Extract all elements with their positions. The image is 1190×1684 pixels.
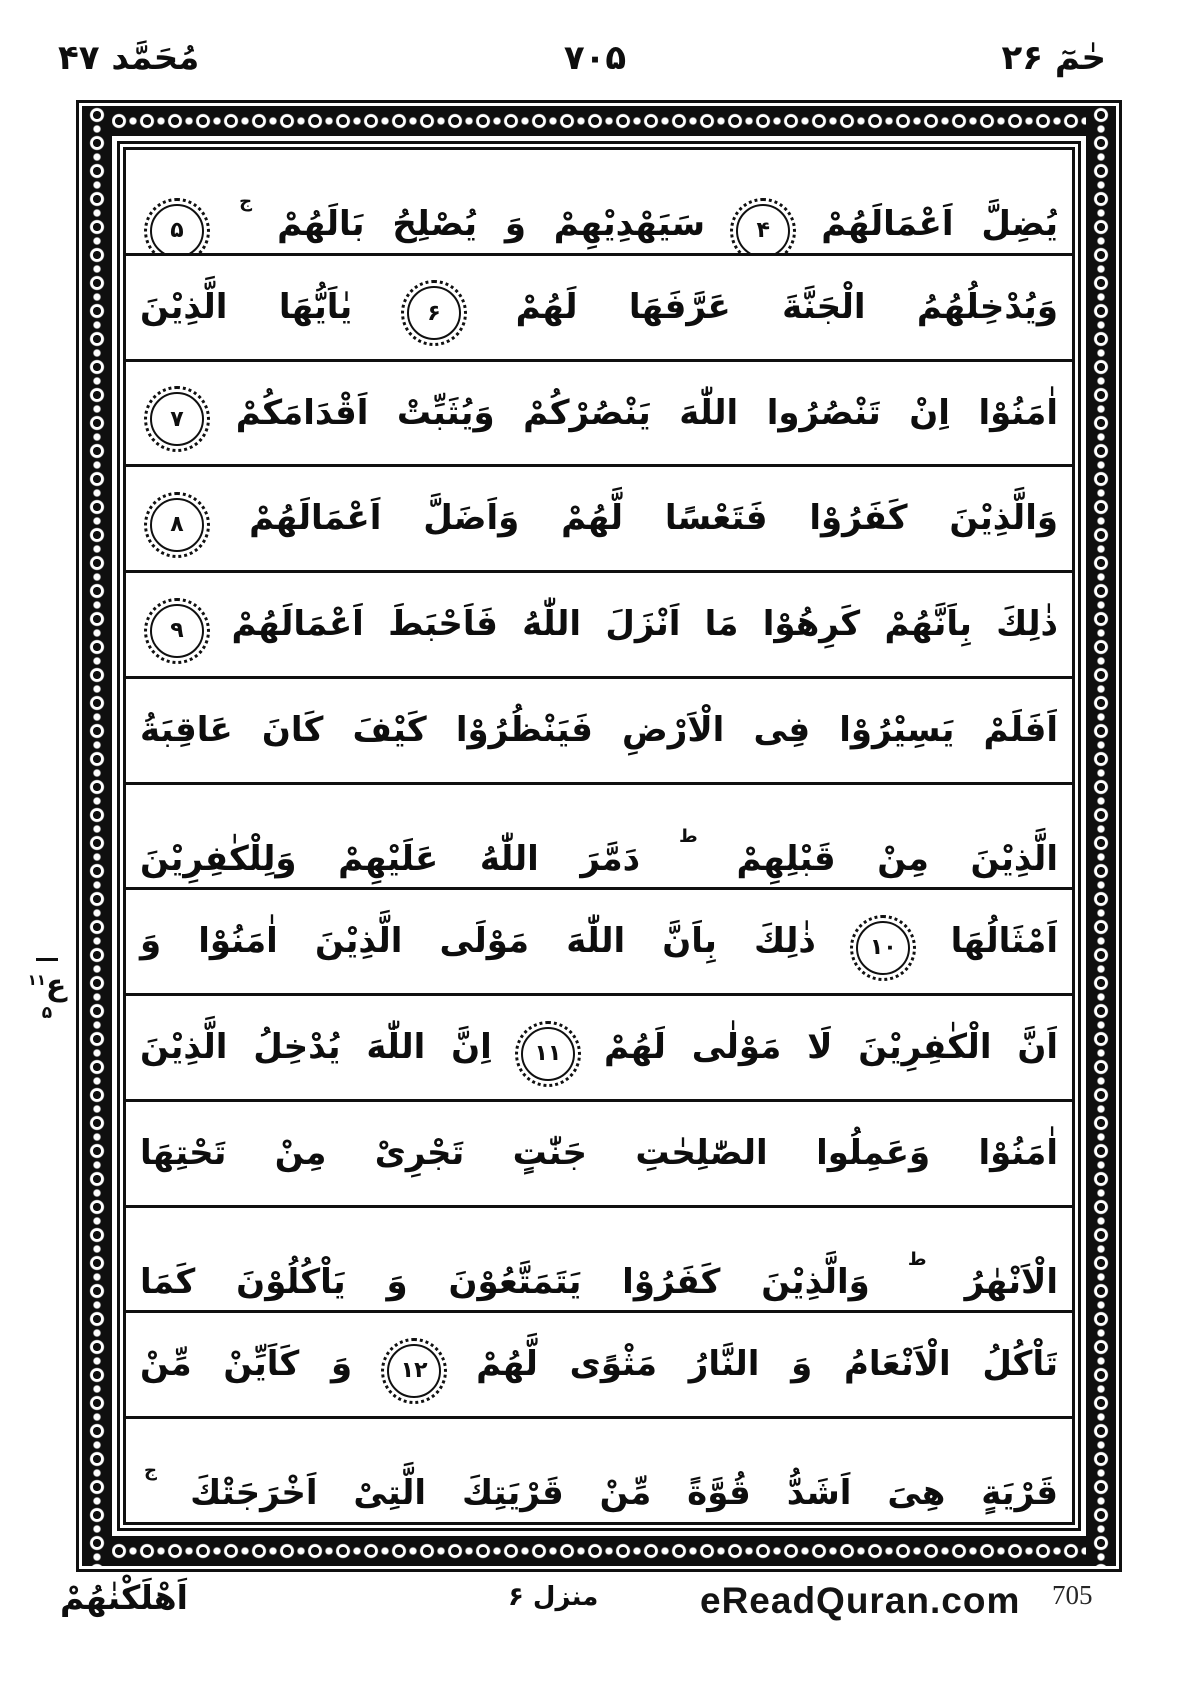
surah-name-header: مُحَمَّد ۴۷ xyxy=(58,38,200,78)
catchword-next-page: اَهْلَكْنٰهُمْ xyxy=(60,1578,188,1617)
quran-text-segment: دَمَّرَ اللّٰهُ عَلَيْهِمْ وَلِلْكٰفِرِيْنَ xyxy=(140,838,641,879)
quran-line xyxy=(126,1313,1072,1419)
quran-text-segment: وَالَّذِيْنَ كَفَرُوْا يَتَمَتَّعُوْنَ وَ يَاْكُلُوْنَ كَمَا xyxy=(140,1261,870,1302)
quran-text-segment: وَالَّذِيْنَ كَفَرُوْا فَتَعْسًا لَّهُمْ وَاَضَلَّ اَعْمَالَهُمْ xyxy=(249,498,1058,539)
manzil-label: منزل ۶ xyxy=(508,1582,599,1612)
ruku-count-bottom: ۵ xyxy=(41,1003,53,1023)
quran-line xyxy=(126,150,1072,256)
quran-text-segment: ذٰلِكَ بِاَنَّهُمْ كَرِهُوْا مَا اَنْزَلَ اللّٰهُ فَاَحْبَطَ اَعْمَالَهُمْ xyxy=(231,604,1058,645)
ayah-end-medallion: ۱۲ xyxy=(387,1344,441,1398)
quran-text-segment: اِنَّ اللّٰهَ يُدْخِلُ الَّذِيْنَ xyxy=(140,1027,492,1068)
quran-text-segment: اٰمَنُوْا وَعَمِلُوا الصّٰلِحٰتِ جَنّٰتٍ تَجْرِىْ مِنْ تَحْتِهَا xyxy=(140,1132,1058,1173)
quran-text-segment: قَرْيَةٍ هِىَ اَشَدُّ قُوَّةً مِّنْ قَرْيَتِكَ الَّتِىْ اَخْرَجَتْكَ xyxy=(190,1473,1058,1514)
quran-line xyxy=(126,256,1072,362)
ayah-end-medallion: ۴ xyxy=(736,204,790,256)
quran-line xyxy=(126,1102,1072,1208)
quran-text-segment: اَنَّ الْكٰفِرِيْنَ لَا مَوْلٰى لَهُمْ xyxy=(604,1027,1058,1068)
page-number-footer: 705 xyxy=(1052,1580,1093,1610)
quran-line xyxy=(126,362,1072,468)
quran-text-segment: يٰاَيُّهَا الَّذِيْنَ xyxy=(140,286,353,327)
quran-text-segment: اَفَلَمْ يَسِيْرُوْا فِى الْاَرْضِ فَيَنْظُرُوْا كَيْفَ كَانَ عَاقِبَةُ xyxy=(140,709,1058,750)
pause-mark: ج xyxy=(239,191,253,212)
watermark-brand: eReadQuran.com xyxy=(700,1580,1021,1621)
quran-text-segment: ذٰلِكَ بِاَنَّ اللّٰهَ مَوْلَى الَّذِيْنَ اٰمَنُوْا وَ xyxy=(140,921,816,962)
pause-mark: ج xyxy=(144,1460,157,1482)
quran-line xyxy=(126,1208,1072,1314)
quran-text-segment: الَّذِيْنَ مِنْ قَبْلِهِمْ xyxy=(736,838,1058,879)
quran-line xyxy=(126,679,1072,785)
quran-text-segment: الْاَنْهٰرُ xyxy=(964,1261,1058,1302)
quran-text-area xyxy=(123,147,1075,1525)
page-number-header-urdu: ۷۰۵ xyxy=(563,38,627,78)
quran-line xyxy=(126,890,1072,996)
decorative-border-frame xyxy=(76,100,1122,1572)
quran-text-segment: وَ كَاَيِّنْ مِّنْ xyxy=(140,1344,353,1385)
quran-text-segment: وَيُدْخِلُهُمُ الْجَنَّةَ عَرَّفَهَا لَهُمْ xyxy=(515,286,1058,327)
border-ornament-top xyxy=(82,106,1116,136)
ayah-end-medallion: ۵ xyxy=(150,204,204,256)
border-ornament-right xyxy=(1086,106,1116,1566)
ruku-dash xyxy=(36,958,58,961)
quran-line xyxy=(126,785,1072,891)
ayah-end-medallion: ۸ xyxy=(150,498,204,552)
quran-text-segment: يُضِلَّ اَعْمَالَهُمْ xyxy=(821,204,1058,244)
ayah-end-medallion: ۹ xyxy=(150,604,204,658)
pause-mark: ط xyxy=(678,825,698,847)
quran-text-segment: تَاْكُلُ الْاَنْعَامُ وَ النَّارُ مَثْوًى لَّهُمْ xyxy=(476,1344,1058,1385)
ruku-marker xyxy=(18,958,76,1023)
ruku-count-top: ۱۱ xyxy=(27,971,46,989)
pause-mark: ط xyxy=(907,1248,927,1270)
ayah-end-medallion: ۱۰ xyxy=(856,921,910,975)
border-ornament-left xyxy=(82,106,112,1566)
ayah-end-medallion: ۷ xyxy=(150,392,204,446)
quran-text-segment: اَمْثَالُهَا xyxy=(950,921,1059,962)
border-ornament-bottom xyxy=(82,1536,1116,1566)
quran-line xyxy=(126,467,1072,573)
ruku-ain-letter: ع xyxy=(45,968,67,1003)
ayah-end-medallion: ۶ xyxy=(407,286,461,340)
quran-line xyxy=(126,996,1072,1102)
juz-name-header: حٰمٓ ۲۶ xyxy=(1001,38,1106,78)
quran-line xyxy=(126,1419,1072,1522)
ayah-end-medallion: ۱۱ xyxy=(521,1027,575,1081)
quran-text-segment: اٰمَنُوْا اِنْ تَنْصُرُوا اللّٰهَ يَنْصُرْكُمْ وَيُثَبِّتْ اَقْدَامَكُمْ xyxy=(235,392,1058,433)
quran-line xyxy=(126,573,1072,679)
quran-text-segment: سَيَهْدِيْهِمْ وَ يُصْلِحُ بَالَهُمْ xyxy=(277,204,706,244)
